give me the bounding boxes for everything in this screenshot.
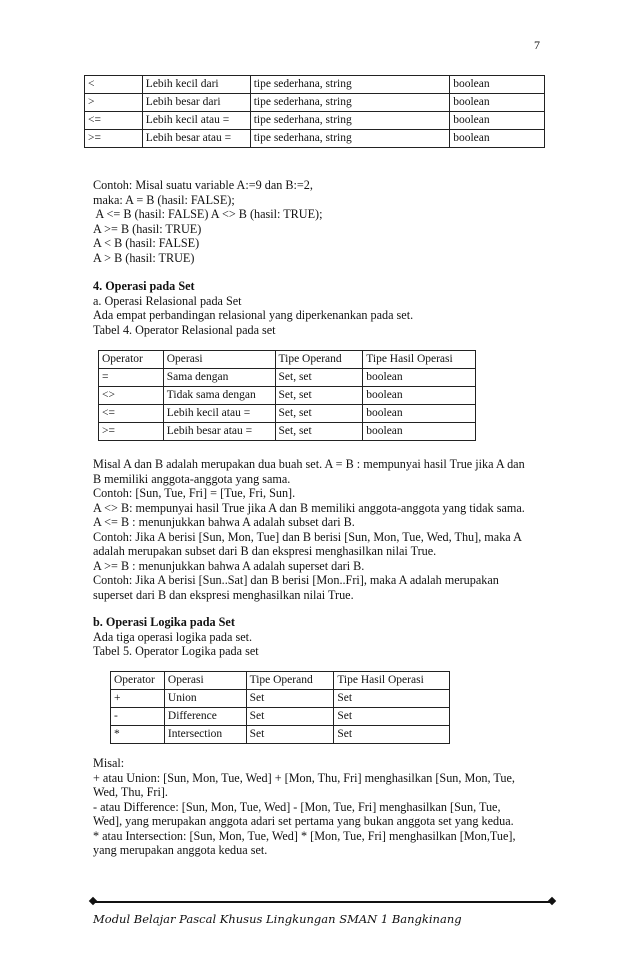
table-cell: <=	[85, 112, 143, 130]
text-line: A < B (hasil: FALSE)	[93, 236, 200, 250]
text-line: A >= B (hasil: TRUE)	[93, 221, 202, 236]
table-row	[85, 130, 545, 148]
section-heading: 4. Operasi pada Set	[93, 279, 195, 293]
text-line: * atau Intersection: [Sun, Mon, Tue, Wed] * [Mon, Tue, Fri] menghasilkan [Mon,Tue],	[93, 828, 516, 843]
table-cell: boolean	[450, 130, 545, 148]
text-line: a. Operasi Relasional pada Set	[93, 293, 242, 308]
table-header-cell: Operator	[99, 351, 164, 369]
table-cell: Sama dengan	[163, 369, 275, 387]
table-row	[99, 369, 476, 387]
table-cell: Tidak sama dengan	[163, 387, 275, 405]
table-header-cell: Operasi	[163, 351, 275, 369]
text-line: adalah merupakan subset dari B dan ekspresi menghasilkan nilai True.	[93, 544, 437, 558]
text-line: Misal A dan B adalah merupakan dua buah set. A = B : mempunyai hasil True jika A dan	[93, 457, 525, 471]
table-cell: Lebih besar atau =	[142, 130, 250, 148]
table-cell: =	[99, 369, 164, 387]
table-cell: boolean	[450, 112, 545, 130]
text-line: Ada tiga operasi logika pada set.	[93, 629, 253, 644]
footer-divider	[93, 901, 552, 903]
table-cell: <=	[99, 405, 164, 423]
table-cell: Set	[246, 690, 334, 708]
text-line: + atau Union: [Sun, Mon, Tue, Wed] + [Mon, Thu, Fri] menghasilkan [Sun, Mon, Tue,	[93, 770, 515, 785]
relational-operator-table	[84, 75, 545, 148]
footer-diamond-right	[548, 897, 556, 905]
footer-diamond-left	[89, 897, 97, 905]
table-row	[111, 708, 450, 726]
table-cell: Lebih besar atau =	[163, 423, 275, 441]
table-cell: boolean	[363, 405, 476, 423]
page-number: 7	[534, 38, 540, 52]
text-line: Contoh: Jika A berisi [Sun, Mon, Tue] dan B berisi [Sun, Mon, Tue, Wed, Thu], maka A	[93, 529, 522, 544]
text-line: A >= B : menunjukkan bahwa A adalah superset dari B.	[93, 558, 365, 573]
section-heading: b. Operasi Logika pada Set	[93, 615, 235, 629]
text-line: Ada empat perbandingan relasional yang diperkenankan pada set.	[93, 308, 414, 322]
text-line: yang merupakan anggota kedua set.	[93, 843, 268, 857]
table-cell: >	[85, 94, 143, 112]
table-cell: Set, set	[275, 369, 363, 387]
text-line: Wed, Thu, Fri].	[93, 785, 168, 799]
table-row	[111, 690, 450, 708]
text-line: Misal:	[93, 756, 125, 770]
section-4	[93, 279, 563, 337]
example-comparison-text	[93, 178, 563, 265]
table-cell: *	[111, 726, 165, 744]
table-header-row	[99, 351, 476, 369]
table-row	[85, 94, 545, 112]
table-5-set-logic	[110, 671, 450, 744]
table-cell: boolean	[450, 76, 545, 94]
table-row	[99, 423, 476, 441]
text-line: A <= B (hasil: FALSE) A <> B (hasil: TRUE);	[93, 207, 323, 221]
table-cell: Lebih kecil atau =	[142, 112, 250, 130]
table-cell: boolean	[363, 387, 476, 405]
table-cell: boolean	[450, 94, 545, 112]
text-line: Wed], yang merupakan anggota adari set pertama yang bukan anggota set yang kedua.	[93, 814, 514, 828]
table-cell: <>	[99, 387, 164, 405]
table-row	[111, 726, 450, 744]
table-cell: Lebih kecil dari	[142, 76, 250, 94]
table-header-cell: Tipe Operand	[246, 672, 334, 690]
table-cell: >=	[99, 423, 164, 441]
text-line: B memiliki anggota-anggota yang sama.	[93, 471, 291, 486]
table-cell: <	[85, 76, 143, 94]
text-line: Tabel 4. Operator Relasional pada set	[93, 322, 276, 337]
table-cell: tipe sederhana, string	[250, 112, 450, 130]
table-cell: boolean	[363, 423, 476, 441]
table-cell: Set	[334, 708, 450, 726]
table-cell: Set, set	[275, 387, 363, 405]
table-row	[99, 387, 476, 405]
text-line: superset dari B dan ekspresi menghasilkan nilai True.	[93, 587, 354, 602]
table-cell: -	[111, 708, 165, 726]
table-header-cell: Tipe Hasil Operasi	[363, 351, 476, 369]
text-line: Tabel 5. Operator Logika pada set	[93, 644, 259, 658]
table-cell: tipe sederhana, string	[250, 94, 450, 112]
table-cell: Set	[334, 690, 450, 708]
table-cell: Lebih besar dari	[142, 94, 250, 112]
text-line: maka: A = B (hasil: FALSE);	[93, 192, 235, 207]
table-row	[99, 405, 476, 423]
table-cell: Set	[334, 726, 450, 744]
text-line: Contoh: Misal suatu variable A:=9 dan B:=2,	[93, 178, 313, 192]
set-relational-explanation	[93, 457, 563, 602]
table-header-cell: Operator	[111, 672, 165, 690]
table-cell: Union	[164, 690, 246, 708]
table-cell: >=	[85, 130, 143, 148]
text-line: Contoh: Jika A berisi [Sun..Sat] dan B berisi [Mon..Fri], maka A adalah merupakan	[93, 573, 499, 587]
text-line: A <= B : menunjukkan bahwa A adalah subset dari B.	[93, 515, 355, 529]
table-header-cell: Tipe Operand	[275, 351, 363, 369]
table-cell: tipe sederhana, string	[250, 76, 450, 94]
table-cell: tipe sederhana, string	[250, 130, 450, 148]
footer-text: Modul Belajar Pascal Khusus Lingkungan SMAN 1 Bangkinang	[93, 912, 462, 926]
table-row	[85, 76, 545, 94]
table-header-row	[111, 672, 450, 690]
table-header-cell: Tipe Hasil Operasi	[334, 672, 450, 690]
table-cell: +	[111, 690, 165, 708]
table-row	[85, 112, 545, 130]
table-cell: boolean	[363, 369, 476, 387]
table-cell: Lebih kecil atau =	[163, 405, 275, 423]
table-cell: Set	[246, 708, 334, 726]
table-header-cell: Operasi	[164, 672, 246, 690]
text-line: A <> B: mempunyai hasil True jika A dan B memiliki anggota-anggota yang tidak sama.	[93, 500, 525, 515]
text-line: A > B (hasil: TRUE)	[93, 250, 195, 265]
table-4-set-relational	[98, 350, 476, 441]
text-line: Contoh: [Sun, Tue, Fri] = [Tue, Fri, Sun].	[93, 486, 296, 500]
table-cell: Intersection	[164, 726, 246, 744]
table-cell: Set	[246, 726, 334, 744]
text-line: - atau Difference: [Sun, Mon, Tue, Wed] - [Mon, Tue, Fri] menghasilkan [Sun, Tue,	[93, 799, 501, 814]
set-logic-examples	[93, 756, 563, 858]
table-cell: Set, set	[275, 423, 363, 441]
table-cell: Set, set	[275, 405, 363, 423]
section-b	[93, 615, 563, 659]
table-cell: Difference	[164, 708, 246, 726]
